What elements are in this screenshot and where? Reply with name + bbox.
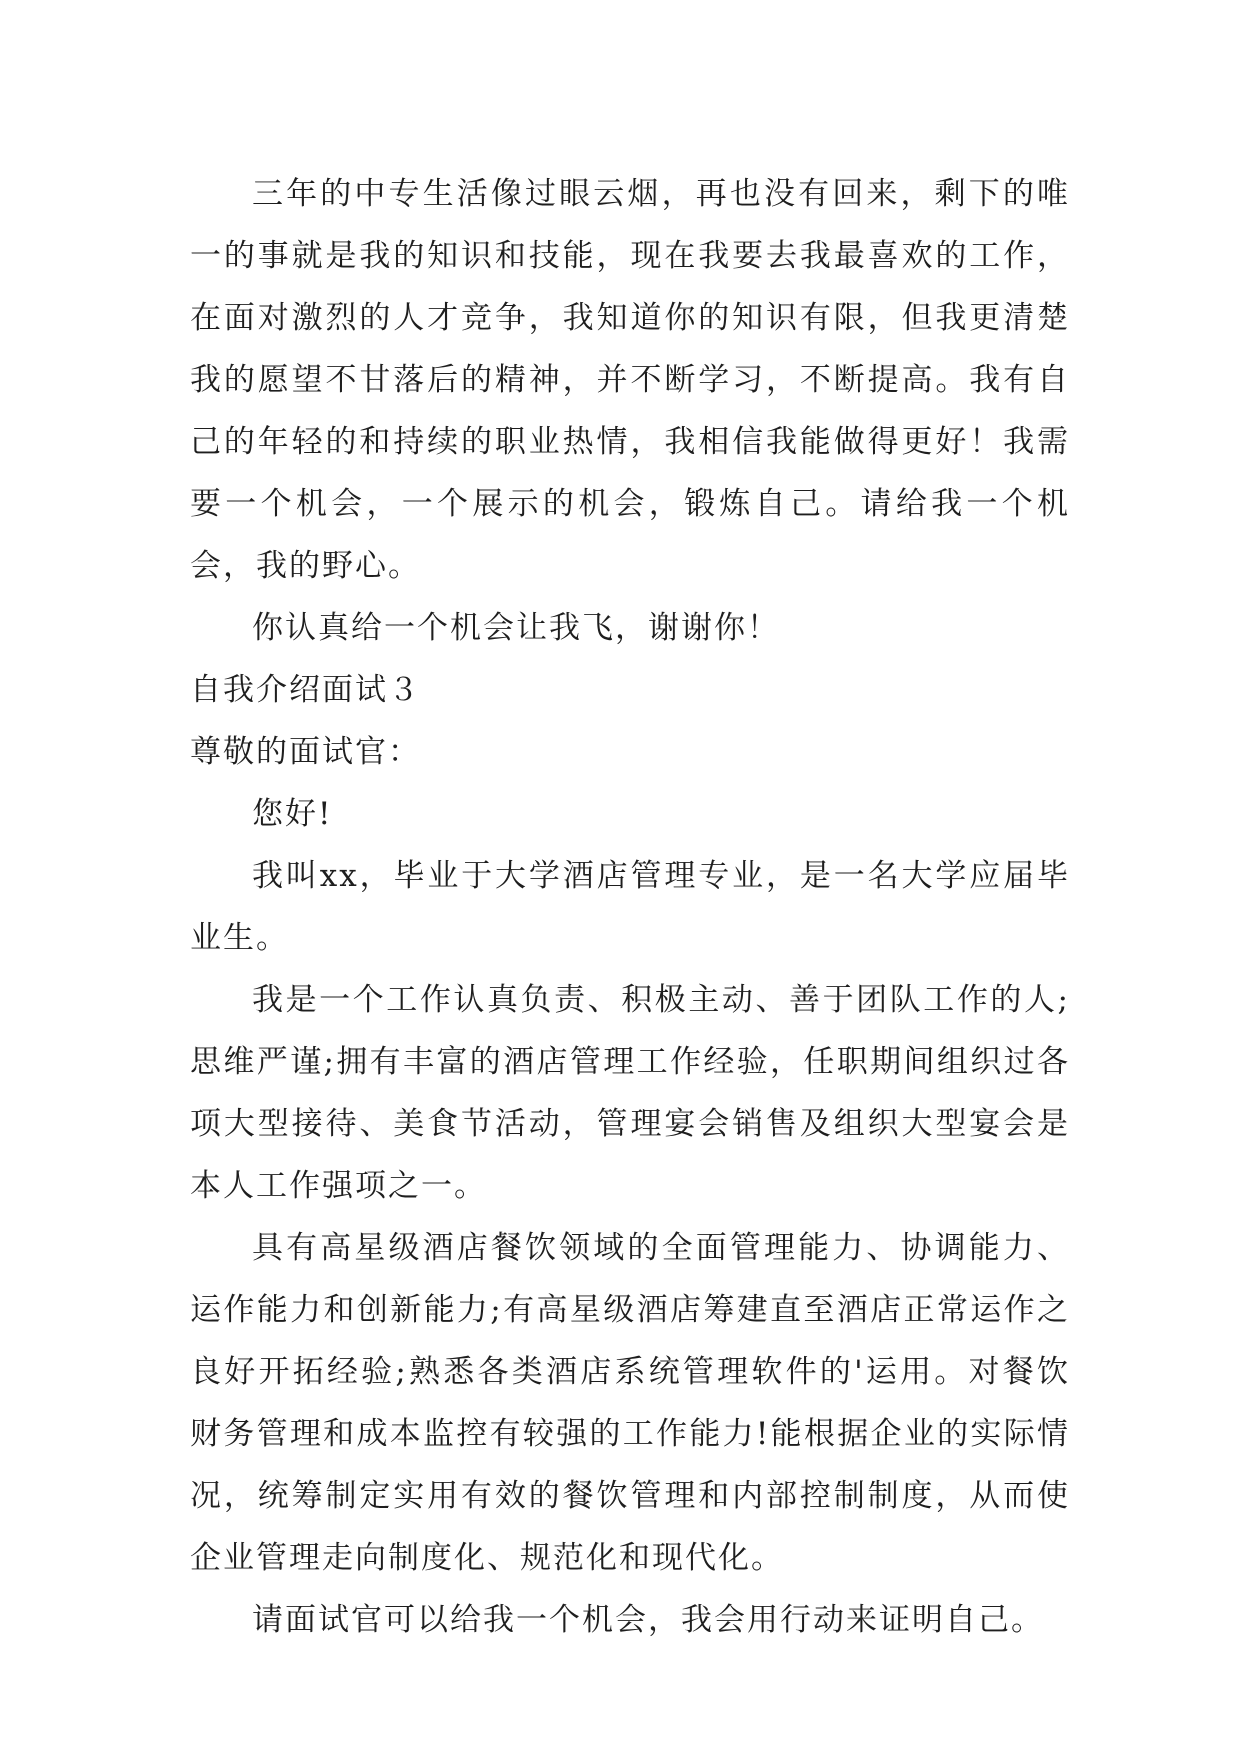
paragraph-career-goal: 三年的中专生活像过眼云烟，再也没有回来，剩下的唯一的事就是我的知识和技能，现在我要去我最喜欢的工作，在面对激烈的人才竞争，我知道你的知识有限，但我更清楚我的愿望不甘落后的精神，并不断学习，不断提高。我有自己的年轻的和持续的职业热情，我相信我能做得更好！我需要一个机会，一个展示的机会，锻炼自己。请给我一个机会，我的野心。	[190, 176, 1070, 584]
paragraph-capabilities: 具有高星级酒店餐饮领域的全面管理能力、协调能力、运作能力和创新能力;有高星级酒店筹建直至酒店正常运作之良好开拓经验;熟悉各类酒店系统管理软件的'运用。对餐饮财务管理和成本监控有较强的工作能力!能根据企业的实际情况，统筹制定实用有效的餐饮管理和内部控制制度，从而使企业管理走向制度化、规范化和现代化。	[190, 1230, 1070, 1576]
salutation: 尊敬的面试官：	[190, 734, 421, 770]
paragraph-closing: 请面试官可以给我一个机会，我会用行动来证明自己。	[252, 1602, 1044, 1638]
section-title: 自我介绍面试３	[190, 672, 421, 708]
paragraph-strengths: 我是一个工作认真负责、积极主动、善于团队工作的人;思维严谨;拥有丰富的酒店管理工作经验，任职期间组织过各项大型接待、美食节活动，管理宴会销售及组织大型宴会是本人工作强项之一。	[190, 982, 1070, 1204]
paragraph-introduction: 我叫xx，毕业于大学酒店管理专业，是一名大学应届毕业生。	[190, 858, 1070, 956]
paragraph-thanks: 你认真给一个机会让我飞，谢谢你！	[252, 610, 780, 646]
greeting: 您好!	[252, 796, 333, 832]
document-body	[190, 163, 1070, 1651]
